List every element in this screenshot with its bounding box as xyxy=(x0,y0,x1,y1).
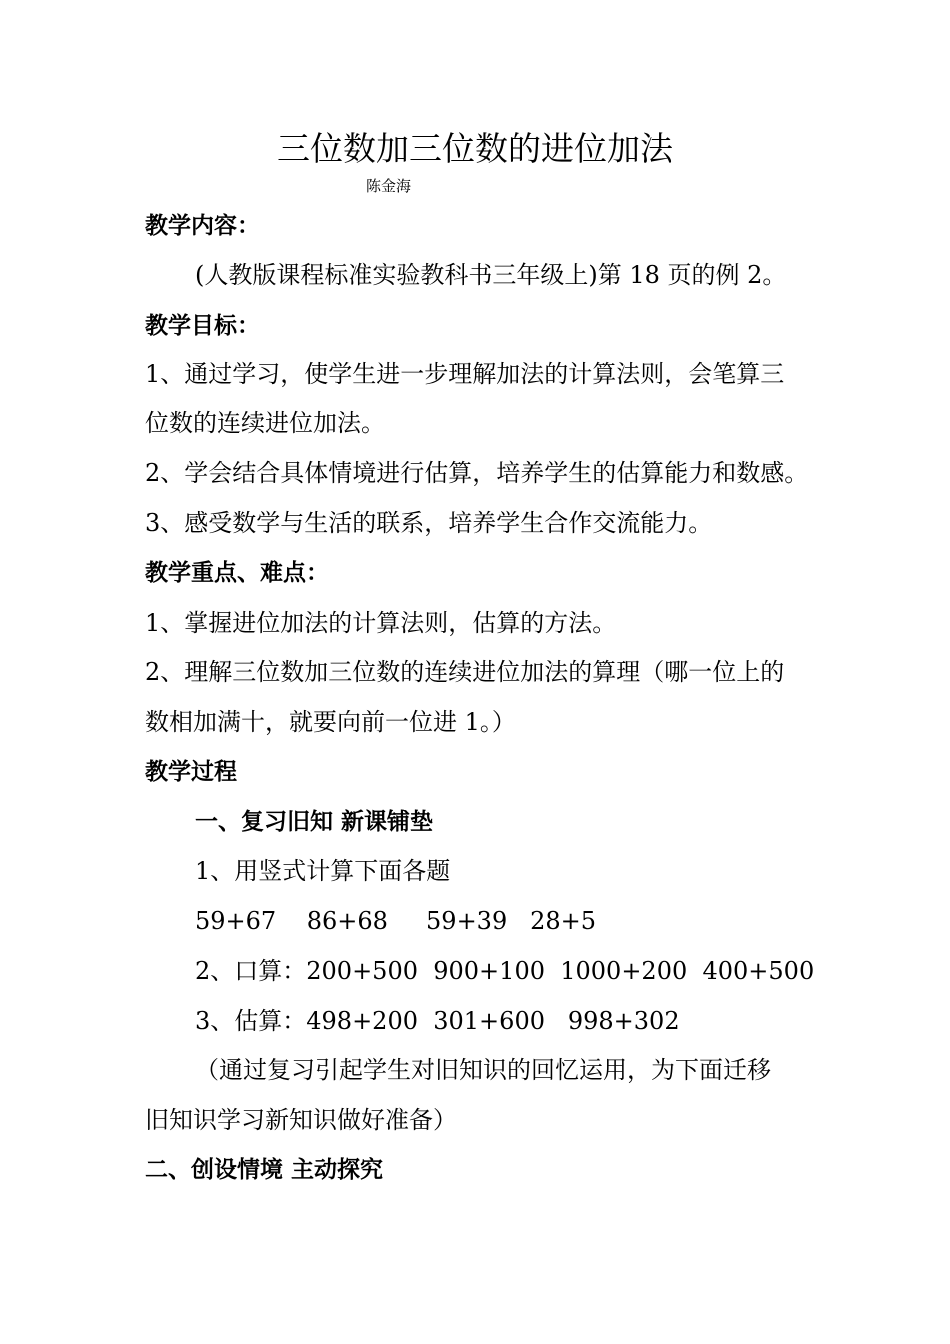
content-text: (人教版课程标准实验教科书三年级上)第 18 页的例 2。 xyxy=(195,261,787,289)
step-1-item-1: 1、用竖式计算下面各题 xyxy=(195,857,451,885)
page-title: 三位数加三位数的进位加法 xyxy=(277,129,673,168)
key-points-heading: 教学重点、难点： xyxy=(145,560,329,586)
step-1-heading: 一、复习旧知 新课铺垫 xyxy=(195,809,434,835)
content-heading: 教学内容： xyxy=(145,213,260,239)
process-heading: 教学过程 xyxy=(145,759,237,785)
goal-3: 3、感受数学与生活的联系，培养学生合作交流能力。 xyxy=(145,509,713,537)
goals-heading: 教学目标： xyxy=(145,313,260,339)
step-1-item-2: 2、口算：200+500 900+100 1000+200 400+500 xyxy=(195,957,815,985)
goal-1-line-1: 1、通过学习，使学生进一步理解加法的计算法则，会笔算三 xyxy=(145,360,785,388)
step-1-note-line-1: （通过复习引起学生对旧知识的回忆运用，为下面迁移 xyxy=(195,1056,771,1084)
step-2-heading: 二、创设情境 主动探究 xyxy=(145,1157,384,1183)
goal-1-line-2: 位数的连续进位加法。 xyxy=(145,409,385,437)
step-1-exercises: 59+67 86+68 59+39 28+5 xyxy=(195,907,597,935)
step-1-note-line-2: 旧知识学习新知识做好准备） xyxy=(145,1106,457,1134)
key-point-1: 1、掌握进位加法的计算法则，估算的方法。 xyxy=(145,609,617,637)
key-point-2-line-1: 2、理解三位数加三位数的连续进位加法的算理（哪一位上的 xyxy=(145,658,785,686)
author-name: 陈金海 xyxy=(366,177,412,195)
step-1-item-3: 3、估算：498+200 301+600 998+302 xyxy=(195,1007,680,1035)
key-point-2-line-2: 数相加满十，就要向前一位进 1。） xyxy=(145,708,516,736)
goal-2: 2、学会结合具体情境进行估算，培养学生的估算能力和数感。 xyxy=(145,459,809,487)
